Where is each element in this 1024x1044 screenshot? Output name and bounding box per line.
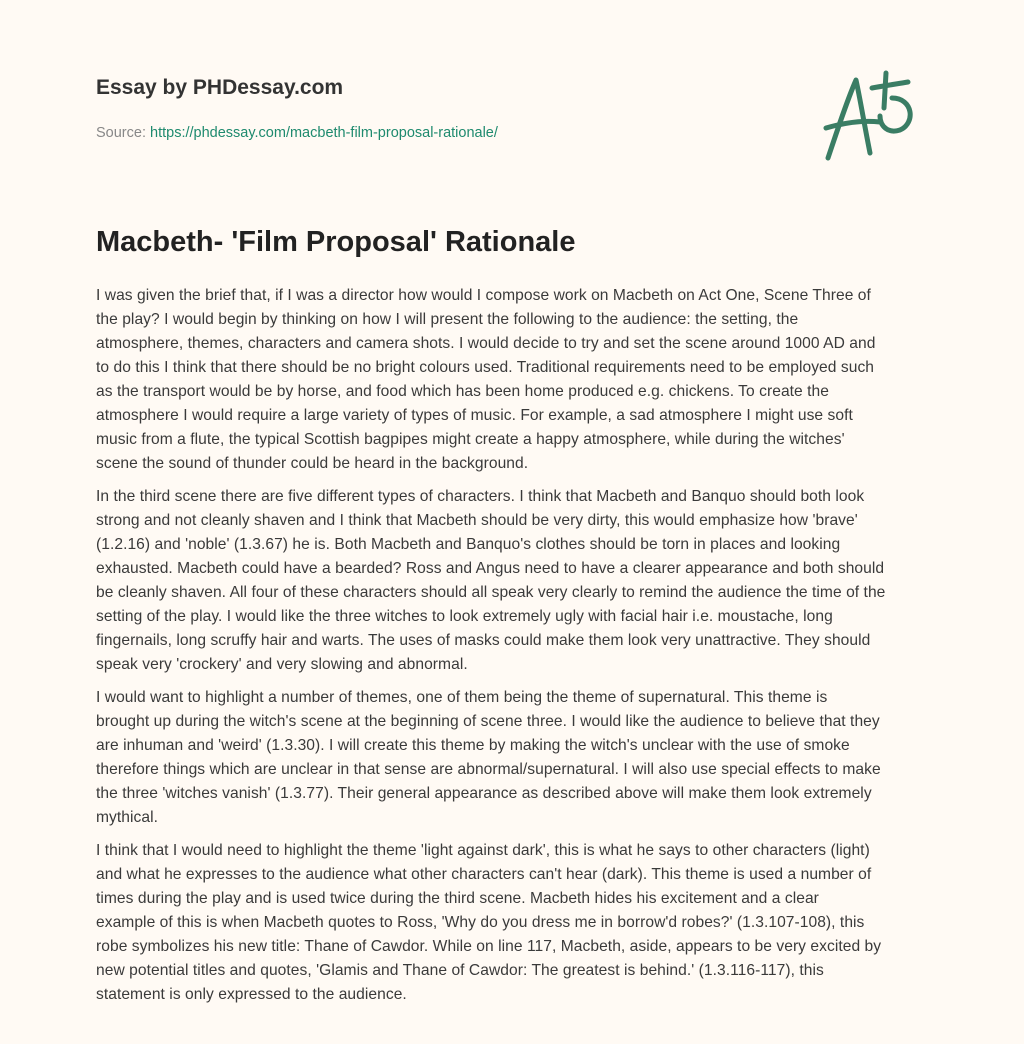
paragraph-line: the three 'witches vanish' (1.3.77). Their general appearance as described above will make them look extremely: [96, 785, 872, 802]
essay-title: Macbeth- 'Film Proposal' Rationale: [96, 226, 576, 258]
site-brand: Essay by PHDessay.com: [96, 76, 344, 99]
paragraph-line: to do this I think that there should be no bright colours used. Traditional requirements need to be employed such: [96, 359, 875, 376]
essay-paragraph: [96, 839, 946, 1007]
source-label: Source:: [96, 125, 146, 141]
paragraph-line: new potential titles and quotes, 'Glamis and Thane of Cawdor: The greatest is behind.' (1.3.116-117), this: [96, 962, 824, 979]
paragraph-line: example of this is when Macbeth quotes to Ross, 'Why do you dress me in borrow'd robes?' (1.3.107-108), this: [96, 914, 865, 931]
paragraph-line: strong and not cleanly shaven and I think that Macbeth should be very dirty, this would emphasize how 'brave': [96, 512, 858, 529]
paragraph-line: I was given the brief that, if I was a director how would I compose work on Macbeth on Act One, Scene Three of: [96, 287, 871, 304]
essay-paragraph: [96, 686, 946, 830]
paragraph-line: therefore things which are unclear in that sense are abnormal/supernatural. I will also use special effects to make: [96, 761, 881, 778]
paragraph-line: times during the play and is used twice during the third scene. Macbeth hides his excitement and a clear: [96, 890, 819, 907]
paragraph-line: speak very 'crockery' and very slowing and abnormal.: [96, 656, 468, 673]
paragraph-line: scene the sound of thunder could be heard in the background.: [96, 455, 529, 472]
paragraph-line: atmosphere, themes, characters and camera shots. I would decide to try and set the scene around 1000 AD and: [96, 335, 876, 352]
paragraph-line: exhausted. Macbeth could have a bearded? Ross and Angus need to have a clearer appearance and both should: [96, 560, 885, 577]
paragraph-line: mythical.: [96, 809, 158, 826]
paragraph-line: I think that I would need to highlight the theme 'light against dark', this is what he says to other characters (light): [96, 842, 870, 859]
paragraph-line: the play? I would begin by thinking on how I will present the following to the audience: the setting, the: [96, 311, 799, 328]
a-plus-logo-icon: [818, 68, 928, 168]
paragraph-line: setting of the play. I would like the three witches to look extremely ugly with facial hair i.e. moustache, long: [96, 608, 833, 625]
paragraph-line: I would want to highlight a number of themes, one of them being the theme of supernatural. This theme is: [96, 689, 828, 706]
paragraph-line: be cleanly shaven. All four of these characters should all speak very clearly to remind the audience the time of the: [96, 584, 886, 601]
paragraph-line: music from a flute, the typical Scottish bagpipes might create a happy atmosphere, while during the witches': [96, 431, 845, 448]
paragraph-line: brought up during the witch's scene at the beginning of scene three. I would like the audience to believe that they: [96, 713, 880, 730]
paragraph-line: are inhuman and 'weird' (1.3.30). I will create this theme by making the witch's unclear with the use of smoke: [96, 737, 850, 754]
essay-paragraph: [96, 485, 946, 677]
source-link[interactable]: https://phdessay.com/macbeth-film-proposal-rationale/: [150, 125, 498, 141]
paragraph-line: (1.2.16) and 'noble' (1.3.67) he is. Both Macbeth and Banquo's clothes should be torn in places and looking: [96, 536, 841, 553]
source-line: [96, 125, 498, 141]
paragraph-line: and what he expresses to the audience what other characters can't hear (dark). This theme is used a number of: [96, 866, 872, 883]
paragraph-line: robe symbolizes his new title: Thane of Cawdor. While on line 117, Macbeth, aside, appears to be very excited by: [96, 938, 882, 955]
paragraph-line: fingernails, long scruffy hair and warts. The uses of masks could make them look very unattractive. They should: [96, 632, 871, 649]
paragraph-line: as the transport would be by horse, and food which has been home produced e.g. chickens. To create the: [96, 383, 829, 400]
essay-body: [96, 284, 946, 1016]
essay-paragraph: [96, 284, 946, 476]
paragraph-line: In the third scene there are five different types of characters. I think that Macbeth and Banquo should both look: [96, 488, 865, 505]
paragraph-line: statement is only expressed to the audience.: [96, 986, 407, 1003]
paragraph-line: atmosphere I would require a large variety of types of music. For example, a sad atmosphere I might use soft: [96, 407, 853, 424]
